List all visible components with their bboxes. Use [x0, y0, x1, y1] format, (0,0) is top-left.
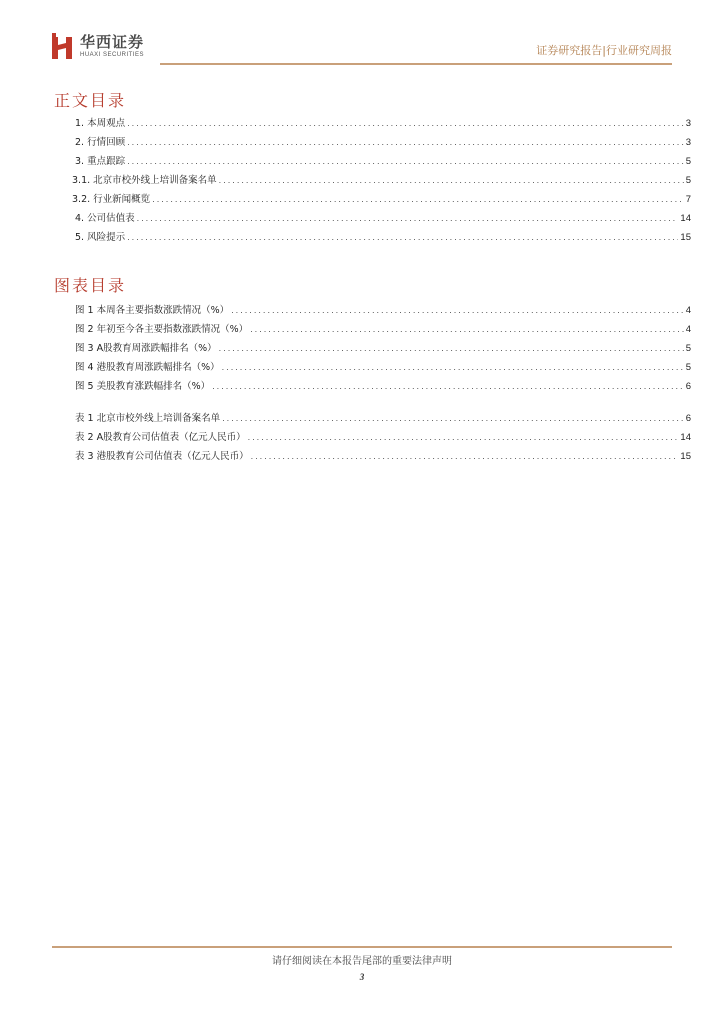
toc-item-page: 15 — [680, 232, 691, 243]
spacer — [75, 397, 691, 410]
figure-item-label: 图 3 A股教育周涨跌幅排名（%） — [75, 343, 217, 354]
huaxi-logo-icon — [52, 33, 74, 59]
table-item-label: 表 2 A股教育公司估值表（亿元人民币） — [75, 432, 246, 443]
leader-dots — [231, 306, 684, 315]
figure-item-label: 图 5 美股教育涨跌幅排名（%） — [75, 381, 211, 392]
leader-dots — [219, 344, 684, 353]
leader-dots — [127, 157, 684, 166]
toc-item-label: 3.1. 北京市校外线上培训备案名单 — [72, 175, 217, 186]
toc-item[interactable] — [72, 191, 691, 210]
toc-item-label: 4. 公司估值表 — [75, 213, 135, 224]
leader-dots — [251, 452, 679, 461]
figures-title: 图表目录 — [54, 276, 127, 295]
figure-item[interactable] — [75, 378, 691, 397]
toc-item[interactable] — [75, 134, 691, 153]
toc-item-label: 1. 本周观点 — [75, 118, 126, 129]
toc-item-label: 5. 风险提示 — [75, 232, 126, 243]
leader-dots — [212, 382, 684, 391]
figure-item[interactable] — [75, 359, 691, 378]
report-type: 证券研究报告|行业研究周报 — [536, 44, 672, 57]
leader-dots — [219, 176, 684, 185]
toc-item[interactable] — [75, 115, 691, 134]
leader-dots — [152, 195, 684, 204]
toc-item-page: 7 — [685, 194, 691, 205]
table-item-page: 6 — [685, 413, 691, 424]
table-item[interactable] — [75, 448, 691, 467]
table-item-page: 14 — [680, 432, 691, 443]
toc-item-page: 5 — [685, 175, 691, 186]
figure-item-page: 6 — [685, 381, 691, 392]
page-number: 3 — [359, 972, 365, 982]
footer-divider — [52, 946, 672, 948]
toc-item[interactable] — [75, 153, 691, 172]
leader-dots — [250, 325, 684, 334]
toc-list — [72, 115, 691, 248]
toc-item[interactable] — [75, 229, 691, 248]
figure-item[interactable] — [75, 340, 691, 359]
logo-english-name: HUAXI SECURITIES — [80, 51, 145, 58]
toc-item-page: 3 — [685, 137, 691, 148]
toc-item[interactable] — [72, 172, 691, 191]
toc-item-label: 3.2. 行业新闻概览 — [72, 194, 151, 205]
table-item-page: 15 — [680, 451, 691, 462]
page-header — [0, 0, 724, 70]
leader-dots — [222, 414, 684, 423]
table-item[interactable] — [75, 410, 691, 429]
toc-item-page: 14 — [680, 213, 691, 224]
leader-dots — [127, 233, 678, 242]
table-item[interactable] — [75, 429, 691, 448]
toc-item-page: 5 — [685, 156, 691, 167]
figure-item-page: 4 — [685, 305, 691, 316]
toc-item-label: 2. 行情回顾 — [75, 137, 126, 148]
figure-item-label: 图 4 港股教育周涨跌幅排名（%） — [75, 362, 220, 373]
leader-dots — [137, 214, 679, 223]
company-logo — [52, 33, 144, 59]
toc-item-label: 3. 重点跟踪 — [75, 156, 126, 167]
header-divider — [160, 63, 672, 65]
table-item-label: 表 1 北京市校外线上培训备案名单 — [75, 413, 221, 424]
figure-item-page: 4 — [685, 324, 691, 335]
leader-dots — [127, 138, 684, 147]
figures-list — [75, 302, 691, 467]
leader-dots — [222, 363, 684, 372]
leader-dots — [127, 119, 684, 128]
toc-title: 正文目录 — [54, 91, 127, 110]
figure-item-page: 5 — [685, 343, 691, 354]
toc-item-page: 3 — [685, 118, 691, 129]
figure-item[interactable] — [75, 321, 691, 340]
figure-item-page: 5 — [685, 362, 691, 373]
figure-item-label: 图 2 年初至今各主要指数涨跌情况（%） — [75, 324, 249, 335]
leader-dots — [248, 433, 679, 442]
table-item-label: 表 3 港股教育公司估值表（亿元人民币） — [75, 451, 249, 462]
toc-item[interactable] — [75, 210, 691, 229]
figure-item-label: 图 1 本周各主要指数涨跌情况（%） — [75, 305, 230, 316]
logo-chinese-name: 华西证券 — [80, 32, 145, 51]
legal-notice: 请仔细阅读在本报告尾部的重要法律声明 — [272, 956, 452, 967]
figure-item[interactable] — [75, 302, 691, 321]
